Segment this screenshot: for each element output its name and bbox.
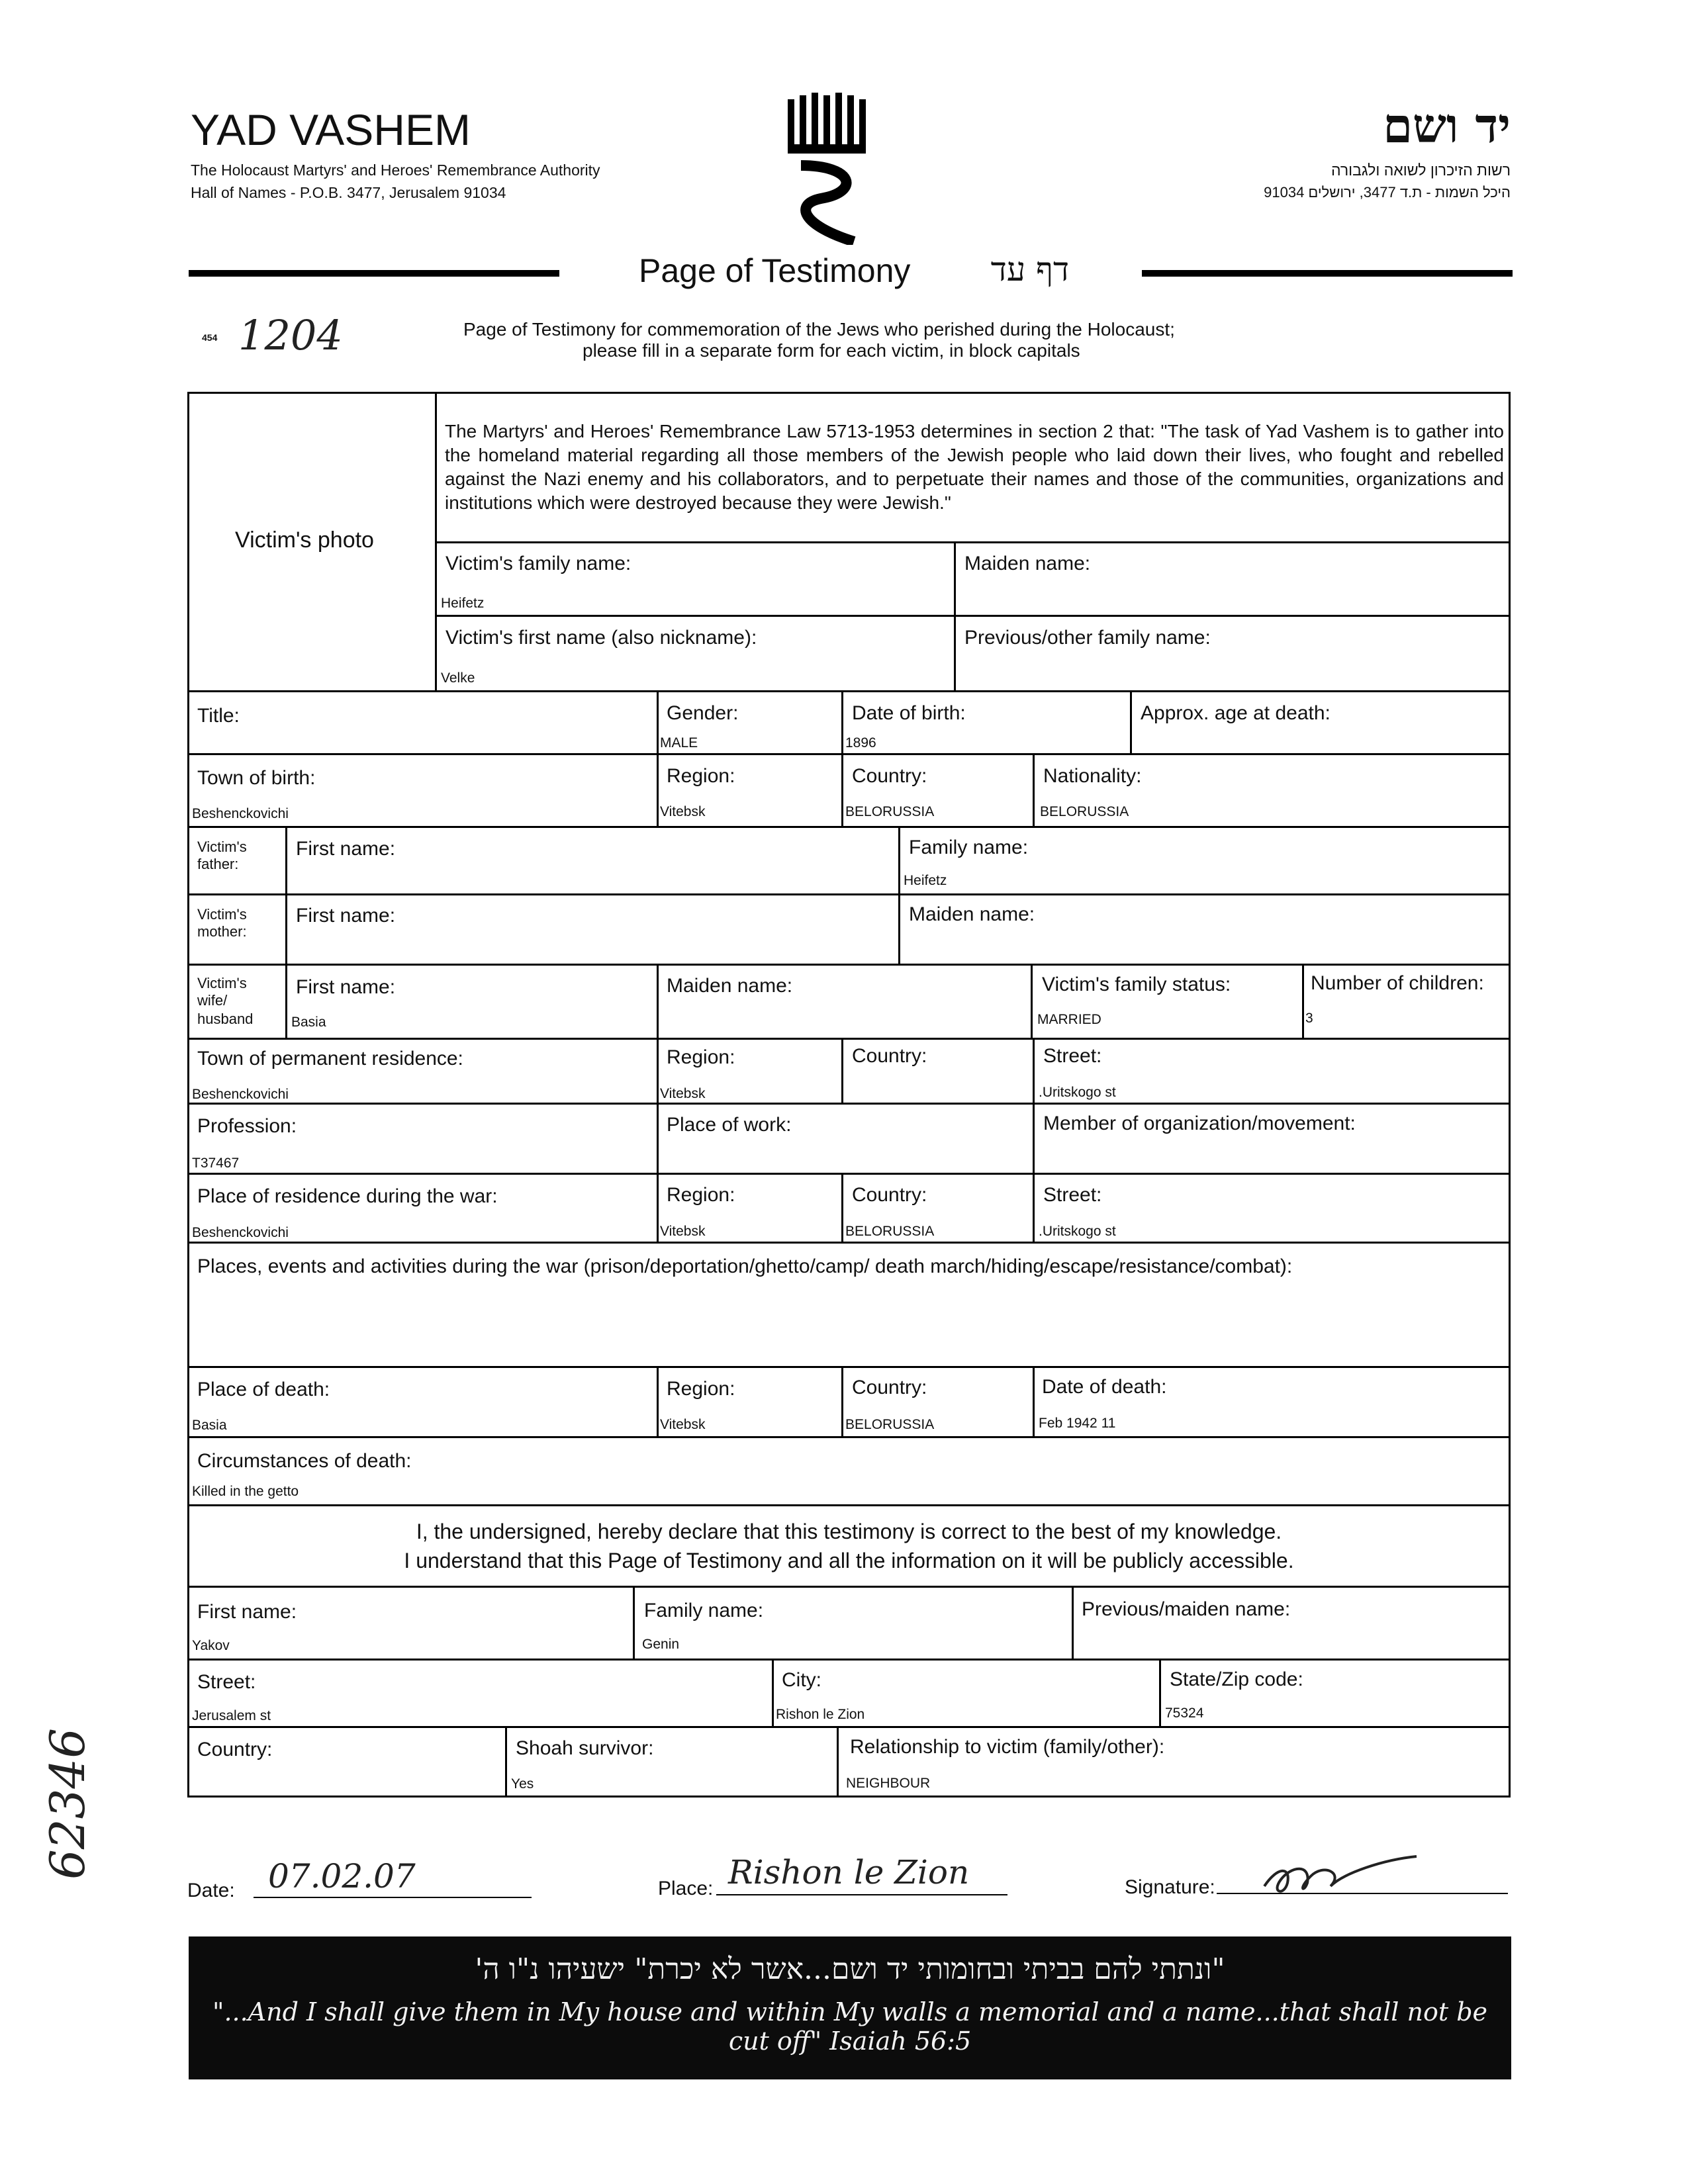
war-residence-label: Place of residence during the war: bbox=[197, 1185, 498, 1207]
war-region-value[interactable]: Vitebsk bbox=[660, 1224, 706, 1239]
father-family-name-label: Family name: bbox=[909, 837, 1029, 858]
birth-country-label: Country: bbox=[852, 765, 927, 787]
declaration-line-2: I understand that this Page of Testimony and all the information on it will be publicly accessible. bbox=[404, 1549, 1294, 1572]
death-region-label: Region: bbox=[667, 1378, 735, 1400]
town-of-birth-label: Town of birth: bbox=[197, 767, 316, 789]
relationship-label: Relationship to victim (family/other): bbox=[850, 1736, 1165, 1758]
intro-text-1: Page of Testimony for commemoration of the Jews who perished during the Holocaust; bbox=[463, 319, 1175, 340]
victim-first-name-label: Victim's first name (also nickname): bbox=[445, 627, 757, 649]
date-of-death-value[interactable]: Feb 1942 11 bbox=[1039, 1416, 1116, 1431]
submitter-first-name-label: First name: bbox=[197, 1601, 297, 1623]
place-of-work-label: Place of work: bbox=[667, 1114, 792, 1136]
title-rule-left bbox=[189, 270, 559, 277]
spouse-first-name-value[interactable]: Basia bbox=[291, 1015, 326, 1030]
org-address-hebrew: היכל השמות - ת.ד 3477, ירושלים 91034 bbox=[1264, 184, 1511, 201]
quote-english: "...And I shall give them in My house and within My walls a memorial and a name...that shall not be cut off" Isaiah 56:5 bbox=[212, 1997, 1488, 2056]
submitter-family-name-value[interactable]: Genin bbox=[642, 1637, 680, 1652]
org-title-hebrew: יד ושם bbox=[1383, 97, 1511, 154]
spouse-maiden-name-label: Maiden name: bbox=[667, 975, 793, 997]
org-subtitle: The Holocaust Martyrs' and Heroes' Remembrance Authority bbox=[191, 161, 600, 179]
war-residence-value[interactable]: Beshenckovichi bbox=[192, 1225, 289, 1240]
birth-region-value[interactable]: Vitebsk bbox=[660, 804, 706, 819]
mother-side-label-2: mother: bbox=[197, 923, 247, 940]
yad-vashem-logo bbox=[781, 93, 874, 245]
title-rule-right bbox=[1142, 270, 1513, 277]
shoah-survivor-label: Shoah survivor: bbox=[516, 1737, 654, 1759]
org-address: Hall of Names - P.O.B. 3477, Jerusalem 91034 bbox=[191, 184, 506, 201]
shoah-survivor-value[interactable]: Yes bbox=[511, 1776, 534, 1792]
submitter-street-label: Street: bbox=[197, 1671, 256, 1693]
places-events-label: Places, events and activities during the war (prison/deportation/ghetto/camp/ death march/hiding/escape/resistance/combat): bbox=[197, 1255, 1293, 1277]
org-title: YAD VASHEM bbox=[191, 105, 471, 154]
nationality-value[interactable]: BELORUSSIA bbox=[1040, 804, 1129, 819]
form-number-prefix: 454 bbox=[202, 332, 218, 343]
nationality-label: Nationality: bbox=[1043, 765, 1142, 787]
number-of-children-value[interactable]: 3 bbox=[1305, 1011, 1313, 1026]
place-of-death-value[interactable]: Basia bbox=[192, 1418, 227, 1433]
family-status-value[interactable]: MARRIED bbox=[1037, 1012, 1101, 1027]
date-handwritten[interactable]: 07.02.07 bbox=[268, 1857, 416, 1895]
residence-region-label: Region: bbox=[667, 1046, 735, 1068]
submitter-zip-value[interactable]: 75324 bbox=[1165, 1706, 1204, 1721]
side-number: 62346 bbox=[40, 1727, 95, 1880]
intro-text-2: please fill in a separate form for each victim, in block capitals bbox=[583, 340, 1080, 361]
father-first-name-label: First name: bbox=[296, 838, 396, 860]
submitter-city-value[interactable]: Rishon le Zion bbox=[776, 1707, 865, 1722]
submitter-family-name-label: Family name: bbox=[644, 1600, 764, 1621]
number-of-children-label: Number of children: bbox=[1311, 972, 1484, 994]
law-text: The Martyrs' and Heroes' Remembrance Law 5713-1953 determines in section 2 that: "The task of Yad Vashem is to gather into the homeland material regarding all those members of the Jewish people who laid down their lives, who fought and rebelled against the Nazi enemy and his collaborators, and to perpetuate their names and those of the communities, organizations and institutions which were destroyed because they were Jewish." bbox=[445, 421, 1504, 513]
date-label: Date: bbox=[187, 1880, 235, 1901]
death-region-value[interactable]: Vitebsk bbox=[660, 1417, 706, 1432]
father-side-label-2: father: bbox=[197, 856, 239, 872]
gender-value[interactable]: MALE bbox=[660, 735, 698, 751]
spouse-first-name-label: First name: bbox=[296, 976, 396, 998]
war-street-value[interactable]: .Uritskogo st bbox=[1039, 1224, 1116, 1239]
war-region-label: Region: bbox=[667, 1184, 735, 1206]
permanent-residence-label: Town of permanent residence: bbox=[197, 1048, 463, 1069]
submitter-previous-name-label: Previous/maiden name: bbox=[1082, 1598, 1291, 1620]
profession-value[interactable]: T37467 bbox=[192, 1156, 240, 1171]
family-status-label: Victim's family status: bbox=[1042, 974, 1231, 995]
approx-age-label: Approx. age at death: bbox=[1141, 702, 1331, 724]
victim-first-name[interactable]: Velke bbox=[441, 670, 475, 686]
date-of-birth-label: Date of birth: bbox=[852, 702, 966, 724]
death-country-value[interactable]: BELORUSSIA bbox=[845, 1417, 935, 1432]
war-country-label: Country: bbox=[852, 1184, 927, 1206]
signature-label: Signature: bbox=[1125, 1876, 1215, 1898]
victim-family-name[interactable]: Heifetz bbox=[441, 596, 485, 611]
date-of-death-label: Date of death: bbox=[1042, 1376, 1167, 1398]
mother-maiden-name-label: Maiden name: bbox=[909, 903, 1035, 925]
date-of-birth-value[interactable]: 1896 bbox=[845, 735, 876, 751]
town-of-birth-value[interactable]: Beshenckovichi bbox=[192, 806, 289, 821]
place-label: Place: bbox=[658, 1878, 714, 1899]
maiden-name-label: Maiden name: bbox=[964, 553, 1091, 574]
title-label: Title: bbox=[197, 705, 240, 727]
previous-family-name-label: Previous/other family name: bbox=[964, 627, 1211, 649]
place-of-death-label: Place of death: bbox=[197, 1379, 330, 1400]
organization-member-label: Member of organization/movement: bbox=[1043, 1113, 1356, 1134]
quote-hebrew: "ונתתי להם בביתי ובחומותי יד ושם...אשר לא יכרת" ישעיהו נ"ו ה' bbox=[475, 1952, 1225, 1986]
gender-label: Gender: bbox=[667, 702, 739, 724]
profession-label: Profession: bbox=[197, 1115, 297, 1137]
circumstances-label: Circumstances of death: bbox=[197, 1450, 412, 1472]
relationship-value[interactable]: NEIGHBOUR bbox=[846, 1776, 931, 1791]
submitter-street-value[interactable]: Jerusalem st bbox=[192, 1708, 271, 1723]
death-country-label: Country: bbox=[852, 1377, 927, 1398]
father-side-label-1: Victim's bbox=[197, 839, 247, 855]
page-title-hebrew: דף עד bbox=[990, 250, 1069, 289]
page-title: Page of Testimony bbox=[639, 252, 911, 289]
residence-street-value[interactable]: .Uritskogo st bbox=[1039, 1085, 1116, 1100]
birth-region-label: Region: bbox=[667, 765, 735, 787]
org-subtitle-hebrew: רשות הזיכרון לשואה ולגבורה bbox=[1331, 161, 1511, 179]
submitter-first-name-value[interactable]: Yakov bbox=[192, 1638, 230, 1653]
submitter-city-label: City: bbox=[782, 1669, 821, 1691]
residence-country-label: Country: bbox=[852, 1045, 927, 1067]
father-family-name-value[interactable]: Heifetz bbox=[904, 873, 947, 888]
mother-side-label-1: Victim's bbox=[197, 906, 247, 923]
permanent-residence-value[interactable]: Beshenckovichi bbox=[192, 1087, 289, 1102]
spouse-side-label-2: wife/ bbox=[197, 992, 228, 1009]
declaration-line-1: I, the undersigned, hereby declare that this testimony is correct to the best of my knowledge. bbox=[416, 1520, 1282, 1543]
residence-region-value[interactable]: Vitebsk bbox=[660, 1086, 706, 1101]
submitter-country-label: Country: bbox=[197, 1739, 273, 1760]
mother-first-name-label: First name: bbox=[296, 905, 396, 927]
submitter-zip-label: State/Zip code: bbox=[1170, 1668, 1303, 1690]
victim-photo-label: Victim's photo bbox=[235, 527, 374, 553]
place-handwritten[interactable]: Rishon le Zion bbox=[728, 1853, 970, 1891]
war-street-label: Street: bbox=[1043, 1184, 1102, 1206]
victim-family-name-label: Victim's family name: bbox=[445, 553, 632, 574]
spouse-side-label-3: husband bbox=[197, 1011, 254, 1027]
spouse-side-label-1: Victim's bbox=[197, 975, 247, 991]
residence-street-label: Street: bbox=[1043, 1045, 1102, 1067]
form-number: 1204 bbox=[238, 311, 343, 359]
circumstances-value[interactable]: Killed in the getto bbox=[192, 1484, 299, 1499]
war-country-value[interactable]: BELORUSSIA bbox=[845, 1224, 935, 1239]
birth-country-value[interactable]: BELORUSSIA bbox=[845, 804, 935, 819]
